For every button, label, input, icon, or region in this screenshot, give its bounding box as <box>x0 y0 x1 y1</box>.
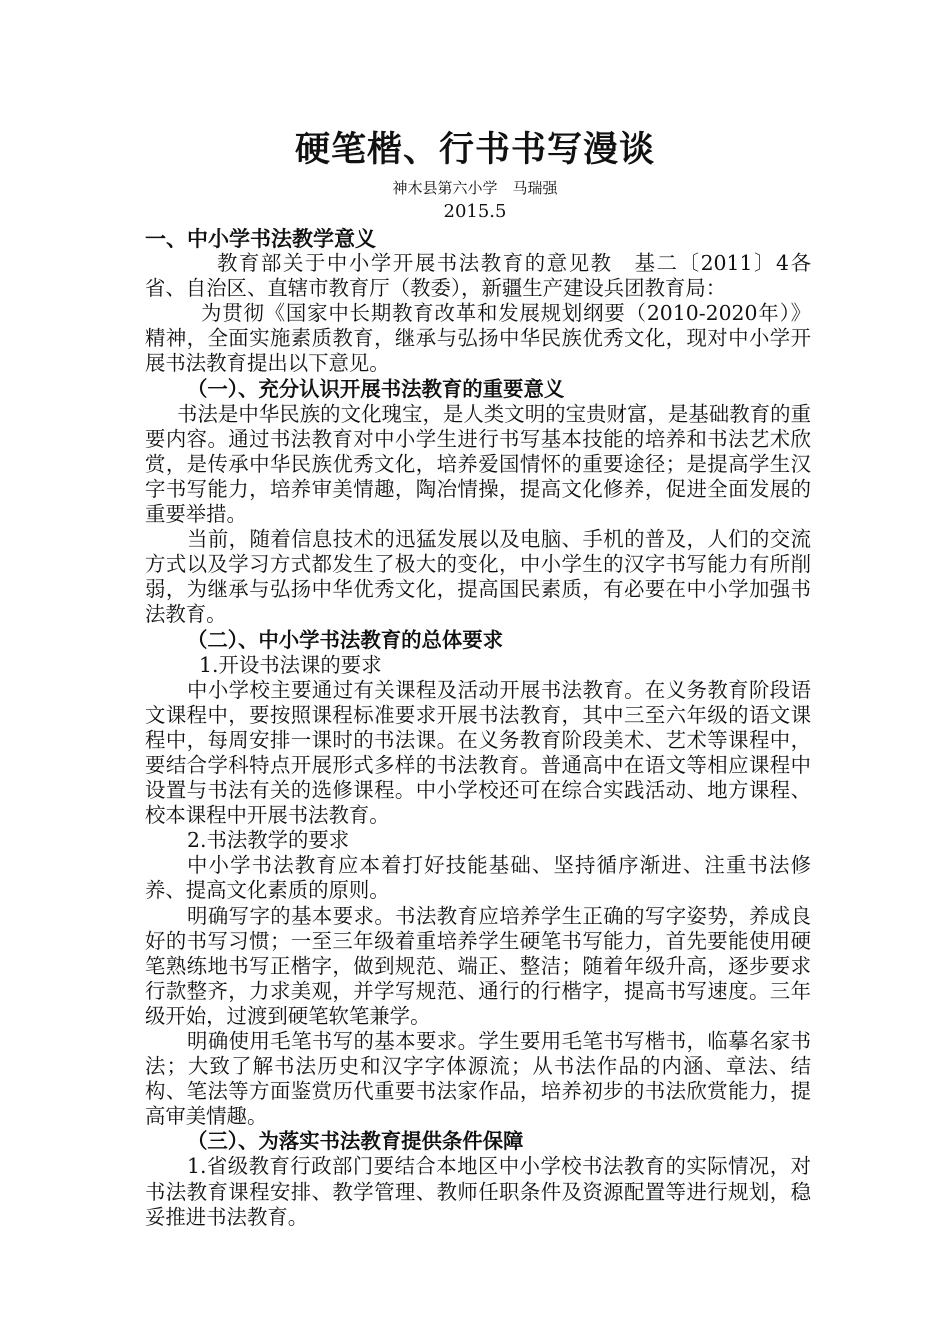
body-paragraph: 中小学书法教育应本着打好技能基础、坚持循序渐进、注重书法修养、提高文化素质的原则。 <box>145 853 811 903</box>
subsection-heading: （一）、充分认识开展书法教育的重要意义 <box>187 376 565 401</box>
body-paragraph: 明确使用毛笔书写的基本要求。学生要用毛笔书写楷书，临摹名家书法；大致了解书法历史和汉字字体源流；从书法作品的内涵、章法、结构、笔法等方面鉴赏历代重要书法家作品，培养初步的书法欣赏能力，提高审美情趣。 <box>145 1029 811 1129</box>
body-paragraph: 书法是中华民族的文化瑰宝，是人类文明的宝贵财富，是基础教育的重要内容。通过书法教育对中小学生进行书写基本技能的培养和书法艺术欣赏，是传承中华民族优秀文化，培养爱国情怀的重要途径；是提高学生汉字书写能力，培养审美情趣，陶冶情操，提高文化修养，促进全面发展的重要举措。 <box>145 401 811 527</box>
list-item-heading: 1.开设书法课的要求 <box>199 652 382 677</box>
subsection-heading: （二）、中小学书法教育的总体要求 <box>187 627 504 652</box>
document-title: 硬笔楷、行书书写漫谈 <box>294 129 655 170</box>
section-heading: 一、中小学书法教学意义 <box>145 226 376 251</box>
body-paragraph: 教育部关于中小学开展书法教育的意见教 基二〔2011〕4各省、自治区、直辖市教育厅（教委），新疆生产建设兵团教育局： <box>145 251 811 301</box>
body-paragraph: 当前，随着信息技术的迅猛发展以及电脑、手机的普及，人们的交流方式以及学习方式都发生了极大的变化，中小学生的汉字书写能力有所削弱，为继承与弘扬中华优秀文化，提高国民素质，有必要在中小学加强书法教育。 <box>145 527 811 627</box>
body-paragraph: 为贯彻《国家中长期教育改革和发展规划纲要（2010-2020年）》精神，全面实施素质教育，继承与弘扬中华民族优秀文化，现对中小学开展书法教育提出以下意见。 <box>145 301 811 376</box>
body-paragraph: 中小学校主要通过有关课程及活动开展书法教育。在义务教育阶段语文课程中，要按照课程标准要求开展书法教育，其中三至六年级的语文课程中，每周安排一课时的书法课。在义务教育阶段美术、艺术等课程中，要结合学科特点开展形式多样的书法教育。普通高中在语文等相应课程中设置与书法有关的选修课程。中小学校还可在综合实践活动、地方课程、校本课程中开展书法教育。 <box>145 677 811 828</box>
author-line: 神木县第六小学 马瑞强 <box>392 179 558 197</box>
body-paragraph: 2.书法教学的要求 <box>187 828 350 853</box>
body-paragraph: 1.省级教育行政部门要结合本地区中小学校书法教育的实际情况，对书法教育课程安排、教学管理、教师任职条件及资源配置等进行规划，稳妥推进书法教育。 <box>145 1154 811 1229</box>
date-line: 2015.5 <box>443 201 507 222</box>
document-body <box>145 226 811 1230</box>
subsection-heading: （三）、为落实书法教育提供条件保障 <box>187 1129 524 1154</box>
body-paragraph: 明确写字的基本要求。书法教育应培养学生正确的写字姿势，养成良好的书写习惯；一至三年级着重培养学生硬笔书写能力，首先要能使用硬笔熟练地书写正楷字，做到规范、端正、整洁；随着年级升高，逐步要求行款整齐，力求美观，并学写规范、通行的行楷字，提高书写速度。三年级开始，过渡到硬笔软笔兼学。 <box>145 903 811 1028</box>
